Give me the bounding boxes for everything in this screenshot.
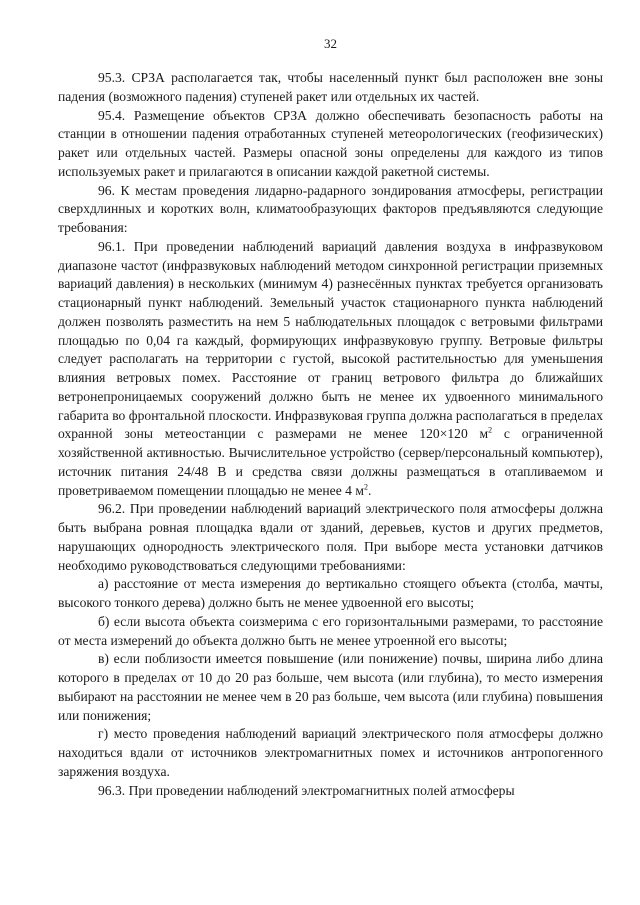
paragraph-96-1-continuation: с ограниченной хозяйственной активностью. Вычислительное устройство (сервер/персональный компьютер), источник питания 24/48 В и средства связи должны размещаться в отапливаемом и проветриваемом помещении площадью не менее 4 м bbox=[58, 426, 603, 498]
paragraph-96: 96. К местам проведения лидарно-радарного зондирования атмосферы, регистрации сверхдлинных и коротких волн, климатообразующих факторов предъявляются следующие требования: bbox=[58, 182, 603, 235]
page-number: 32 bbox=[324, 36, 337, 51]
paragraph-96-2: 96.2. При проведении наблюдений вариаций электрического поля атмосферы должна быть выбрана ровная площадка вдали от зданий, деревьев, кустов и других предметов, нарушающих однородность электрического поля. При выборе места установки датчиков необходимо руководствоваться следующими требованиями: bbox=[58, 501, 603, 573]
list-item-g: г) место проведения наблюдений вариаций электрического поля атмосферы должно находиться вдали от источников электромагнитных помех и источников антропогенного заряжения воздуха. bbox=[58, 726, 603, 779]
superscript-square-1: 2 bbox=[488, 425, 493, 435]
list-item-b: б) если высота объекта соизмерима с его горизонтальными размерами, то расстояние от места измерений до объекта должно быть не менее утроенной его высоты; bbox=[58, 613, 603, 648]
paragraph-95-3: 95.3. СРЗА располагается так, чтобы населенный пункт был расположен вне зоны падения (возможного падения) ступеней ракет или отдельных их частей. bbox=[58, 70, 603, 104]
paragraph-96-3: 96.3. При проведении наблюдений электромагнитных полей атмосферы bbox=[98, 782, 515, 798]
paragraph-95-4: 95.4. Размещение объектов СРЗА должно обеспечивать безопасность работы на станции в отношении падения отработанных ступеней метеорологических (геофизических) ракет или отдельных частей. Размеры опасной зоны определены для каждого из типов используемых ракет и прилагаются в описании каждой ракетной системы. bbox=[58, 107, 603, 179]
paragraph-96-1-text: 96.1. При проведении наблюдений вариаций давления воздуха в инфразвуковом диапазоне частот (инфразвуковых наблюдений методом синхронной регистрации приземных вариаций давления) в нескольких (минимум 4) разнесённых пунктах требуется организовать стационарный пункт наблюдений. Земельный участок стационарного пункта наблюдений должен позволять разместить на нем 5 наблюдательных площадок с ветровыми фильтрами площадью по 0,04 га каждый, формирующих инфразвуковую группу. Ветровые фильтры следует располагать на территории с густой, высокой растительностью для уменьшения влияния ветровых помех. Расстояние от границ ветрового фильтра до ближайших ветронепроницаемых сооружений должно быть не менее их удвоенного минимального габарита во фронтальной плоскости. Инфразвуковая группа должна располагаться в пределах охранной зоны метеостанции с размерами не менее 120×120 м bbox=[58, 238, 603, 442]
paragraph-96-1 bbox=[58, 238, 603, 501]
superscript-square-2: 2 bbox=[363, 481, 368, 491]
list-item-v: в) если поблизости имеется повышение (или понижение) почвы, ширина либо длина которого в пределах от 10 до 20 раз больше, чем высота (или глубина), то место измерения выбирают на расстоянии не менее чем в 20 раз больше, чем высота (или глубина) повышения или понижения; bbox=[58, 651, 603, 723]
list-item-a: а) расстояние от места измерения до вертикально стоящего объекта (столба, мачты, высокого тонкого дерева) должно быть не менее удвоенной его высоты; bbox=[58, 576, 603, 610]
paragraph-96-1-end: . bbox=[367, 482, 372, 498]
